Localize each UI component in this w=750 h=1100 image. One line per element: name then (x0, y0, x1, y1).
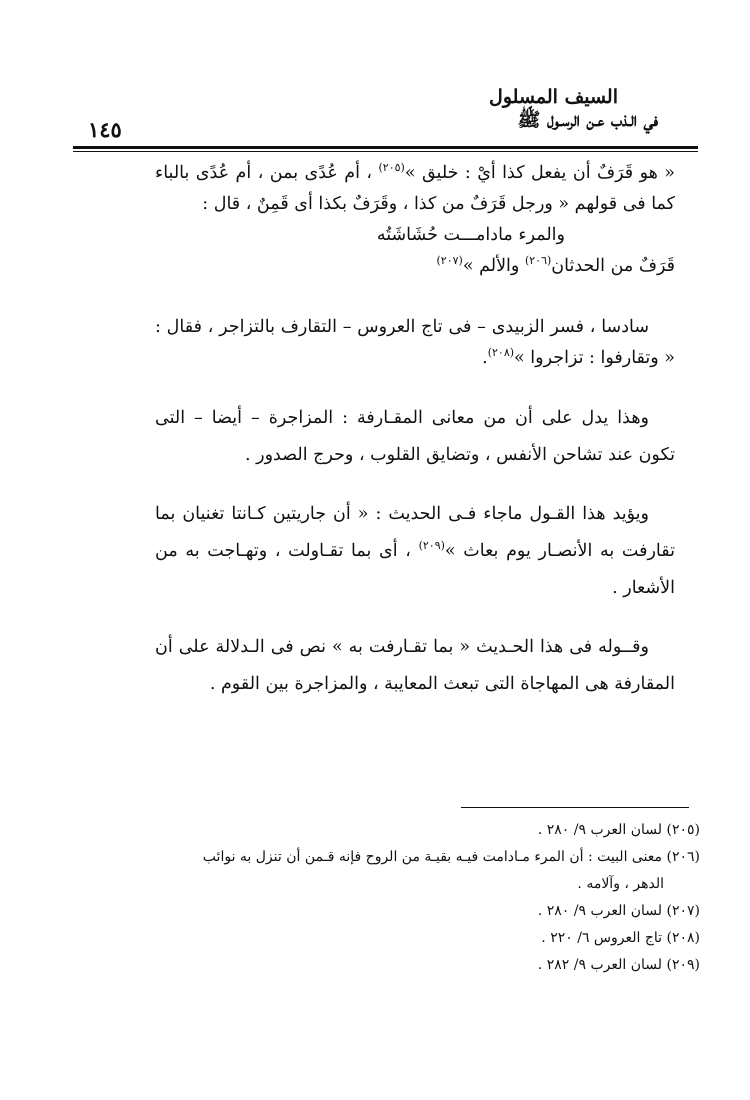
footnote-209: (٢٠٩) لسان العرب ٩/ ٢٨٢ . (537, 957, 700, 973)
header-rule-thin (73, 151, 698, 152)
main-text (155, 158, 675, 703)
verse-line2-text: قَرَفٌ من الحدثان (551, 256, 675, 276)
footnote-205: (٢٠٥) لسان العرب ٩/ ٢٨٠ . (537, 822, 700, 838)
footnote-207: (٢٠٧) لسان العرب ٩/ ٢٨٠ . (537, 903, 700, 919)
paragraph-3: وهذا يدل على أن من معانى المقـارفة : المزاجرة – أيضا – التى تكون عند تشاحن الأنفس ، وتضايق القلوب ، وحرج الصدور . (155, 408, 675, 465)
footnote-206: (٢٠٦) معنى البيت : أن المرء مـادامت فيـه بقيـة من الروح فإنه قـمن أن تنزل به نوائب (202, 849, 700, 865)
paragraph-5: وقــوله فى هذا الحـديث « بما تقـارفت به » نص فى الـدلالة على أن المقارفة هى المهاجاة التى تبعث المعايبة ، والمزاجرة بين القوم . (155, 637, 675, 694)
paragraph-1 (155, 158, 675, 220)
verse-line2-end: والألم » (462, 256, 520, 276)
footnote-ref-206[interactable]: (٢٠٦) (524, 254, 552, 268)
footnote-ref-207[interactable]: (٢٠٧) (436, 254, 463, 268)
footnote-206-continuation: الدهر ، وآلامه . (577, 876, 664, 892)
poetry-verse-line1: والمرء مادامـــت حُشَاشَتُه (376, 225, 565, 245)
poetry-verse-line2 (155, 251, 675, 282)
book-title-line1: السيف المسلول (489, 86, 618, 108)
footnote-208: (٢٠٨) تاج العروس ٦/ ٢٢٠ . (541, 930, 700, 946)
paragraph-2-text: سادسا ، فسر الزبيدى – فى تاج العروس – التقارف بالتزاجر ، فقال : « وتقارفوا : تزاجروا » (155, 317, 675, 368)
footnote-separator (461, 807, 689, 808)
footnote-ref-209[interactable]: (٢٠٩) (418, 539, 445, 553)
footnote-ref-205[interactable]: (٢٠٥) (378, 161, 405, 175)
paragraph-2 (155, 312, 675, 374)
paragraph-1-text: « هو قَرَفٌ أن يفعل كذا أيْ : خليق » (404, 163, 675, 183)
paragraph-4-tail: ، أى بما تقـاولت ، وتهـاجت به من الأشعار . (155, 541, 675, 598)
header-rule-thick (73, 146, 698, 149)
paragraph-1-tail: ، أم عُدًى بمن ، أم عُدًى بالباء كما فى قولهم « ورجل قَرَفٌ من كذا ، وقَرَفٌ بكذا أى قَمِنٌ ، قال : (155, 163, 675, 214)
footnote-ref-208[interactable]: (٢٠٨) (487, 346, 515, 360)
book-title-line2: في الـذب عـن الرسـول ﷺ (517, 109, 658, 131)
page-number: ١٤٥ (88, 117, 122, 142)
paragraph-2-end: . (482, 348, 488, 368)
running-header (358, 86, 658, 132)
paragraph-4-text: ويؤيد هذا القـول ماجاء فـى الحديث : « أن جاريتين كـانتا تغنيان بما تقارفت به الأنصـار يوم بعاث » (155, 504, 675, 561)
footnotes (180, 817, 700, 979)
paragraph-4 (155, 496, 675, 607)
